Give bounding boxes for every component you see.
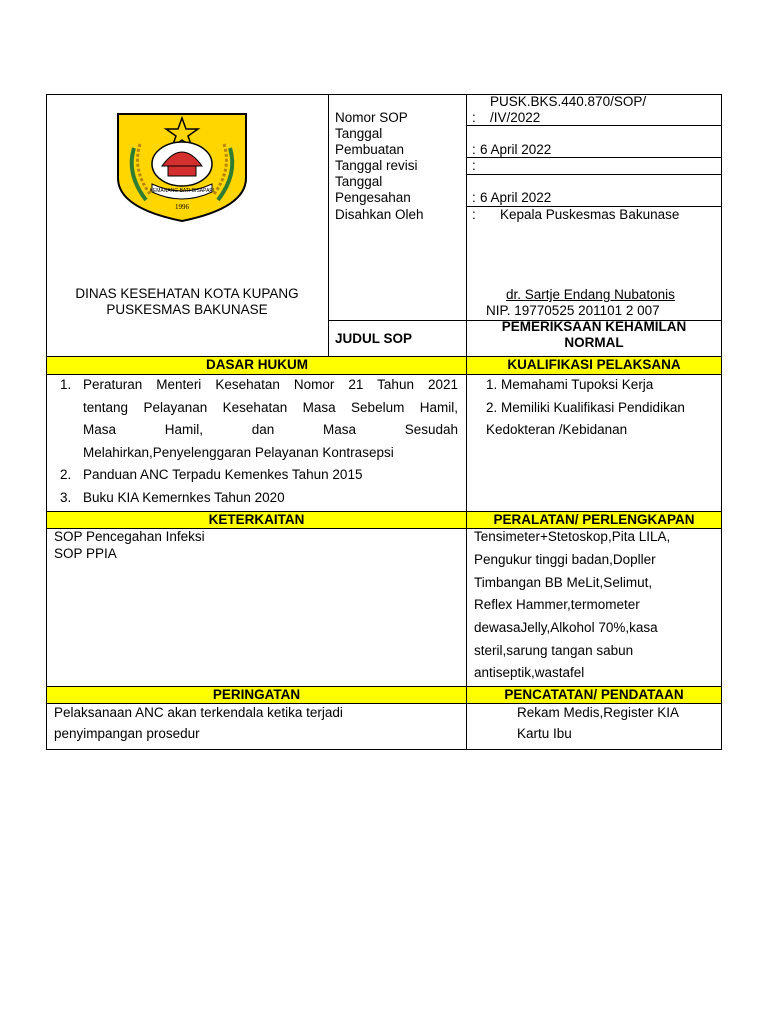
section-header-peringatan: PERINGATAN bbox=[47, 687, 466, 703]
logo-year: 1996 bbox=[175, 203, 189, 211]
colon: : bbox=[472, 190, 476, 205]
colon: : bbox=[472, 142, 476, 157]
label-tanggal-pengesahan-1: Tanggal bbox=[335, 174, 383, 189]
signer-nip: NIP. 19770525 201101 2 007 bbox=[486, 303, 660, 318]
label-tanggal-pembuatan-1: Tanggal bbox=[335, 126, 383, 141]
colon: : bbox=[472, 110, 476, 125]
value-tanggal-pengesahan: 6 April 2022 bbox=[480, 190, 552, 205]
label-nomor-sop: Nomor SOP bbox=[335, 110, 408, 125]
dasar-hukum-item-number: 1. bbox=[60, 377, 72, 392]
org-name-line2: PUSKESMAS BAKUNASE bbox=[106, 302, 268, 317]
label-tanggal-pembuatan-2: Pembuatan bbox=[335, 142, 405, 157]
puskesmas-logo bbox=[112, 108, 252, 224]
pencatatan-line: Rekam Medis,Register KIA bbox=[517, 705, 680, 720]
kualifikasi-line: 1. Memahami Tupoksi Kerja bbox=[486, 377, 654, 392]
dasar-hukum-item-line: Panduan ANC Terpadu Kemenkes Tahun 2015 bbox=[83, 467, 363, 482]
section-header-pencatatan: PENCATATAN/ PENDATAAN bbox=[467, 687, 721, 703]
label-disahkan-oleh: Disahkan Oleh bbox=[335, 207, 424, 222]
row-divider bbox=[46, 374, 722, 375]
peralatan-line: Timbangan BB MeLit,Selimut, bbox=[474, 575, 653, 590]
judul-sop-title-2: NORMAL bbox=[564, 335, 624, 350]
peralatan-line: antiseptik,wastafel bbox=[474, 665, 585, 680]
peringatan-line: Pelaksanaan ANC akan terkendala ketika terjadi bbox=[54, 705, 343, 720]
dasar-hukum-item-line: Melahirkan,Penyelenggaran Pelayanan Kontrasepsi bbox=[83, 445, 394, 460]
judul-sop-title-1: PEMERIKSAAN KEHAMILAN bbox=[501, 319, 687, 334]
keterkaitan-line: SOP PPIA bbox=[54, 546, 117, 561]
section-header-keterkaitan: KETERKAITAN bbox=[47, 512, 466, 528]
peralatan-line: Pengukur tinggi badan,Dopller bbox=[474, 552, 656, 567]
keterkaitan-line: SOP Pencegahan Infeksi bbox=[54, 529, 205, 544]
signer-name: dr. Sartje Endang Nubatonis bbox=[506, 287, 675, 302]
colon: : bbox=[472, 207, 476, 222]
label-tanggal-revisi: Tanggal revisi bbox=[335, 158, 418, 173]
kualifikasi-line: 2. Memiliki Kualifikasi Pendidikan bbox=[486, 400, 685, 415]
section-header-dasar-hukum: DASAR HUKUM bbox=[47, 357, 467, 374]
colon: : bbox=[472, 158, 476, 173]
row-divider bbox=[466, 174, 722, 175]
dasar-hukum-item-line: Buku KIA Kemernkes Tahun 2020 bbox=[83, 490, 285, 505]
label-tanggal-pengesahan-2: Pengesahan bbox=[335, 190, 411, 205]
value-disahkan-oleh: Kepala Puskesmas Bakunase bbox=[500, 207, 680, 222]
peringatan-line: penyimpangan prosedur bbox=[54, 726, 200, 741]
value-nomor-sop-2: /IV/2022 bbox=[490, 110, 541, 125]
logo-banner-text: KEMANANG BATI BISAPARI bbox=[149, 188, 215, 194]
peralatan-line: steril,sarung tangan sabun bbox=[474, 643, 634, 658]
org-name-line1: DINAS KESEHATAN KOTA KUPANG bbox=[75, 286, 299, 301]
dasar-hukum-item-line: Peraturan Menteri Kesehatan Nomor 21 Tahun 2021 bbox=[83, 377, 458, 392]
peralatan-line: Tensimeter+Stetoskop,Pita LILA, bbox=[474, 529, 671, 544]
kualifikasi-line: Kedokteran /Kebidanan bbox=[486, 422, 628, 437]
dasar-hukum-item-line: Masa Hamil, dan Masa Sesudah bbox=[83, 422, 458, 437]
shield-logo-icon bbox=[112, 108, 252, 224]
section-header-peralatan: PERALATAN/ PERLENGKAPAN bbox=[467, 512, 721, 528]
value-nomor-sop-1: PUSK.BKS.440.870/SOP/ bbox=[490, 94, 647, 109]
row-divider bbox=[46, 703, 722, 704]
section-header-kualifikasi: KUALIFIKASI PELAKSANA bbox=[467, 357, 721, 374]
value-tanggal-pembuatan: 6 April 2022 bbox=[480, 142, 552, 157]
header-divider-right bbox=[466, 94, 467, 356]
peralatan-line: dewasaJelly,Alkohol 70%,kasa bbox=[474, 620, 658, 635]
dasar-hukum-item-number: 3. bbox=[60, 490, 72, 505]
dasar-hukum-item-line: tentang Pelayanan Kesehatan Masa Sebelum Hamil, bbox=[83, 400, 458, 415]
dasar-hukum-item-number: 2. bbox=[60, 467, 72, 482]
pencatatan-line: Kartu Ibu bbox=[517, 726, 572, 741]
header-divider-left bbox=[328, 94, 329, 356]
peralatan-line: Reflex Hammer,termometer bbox=[474, 597, 640, 612]
judul-sop-label: JUDUL SOP bbox=[335, 331, 413, 346]
